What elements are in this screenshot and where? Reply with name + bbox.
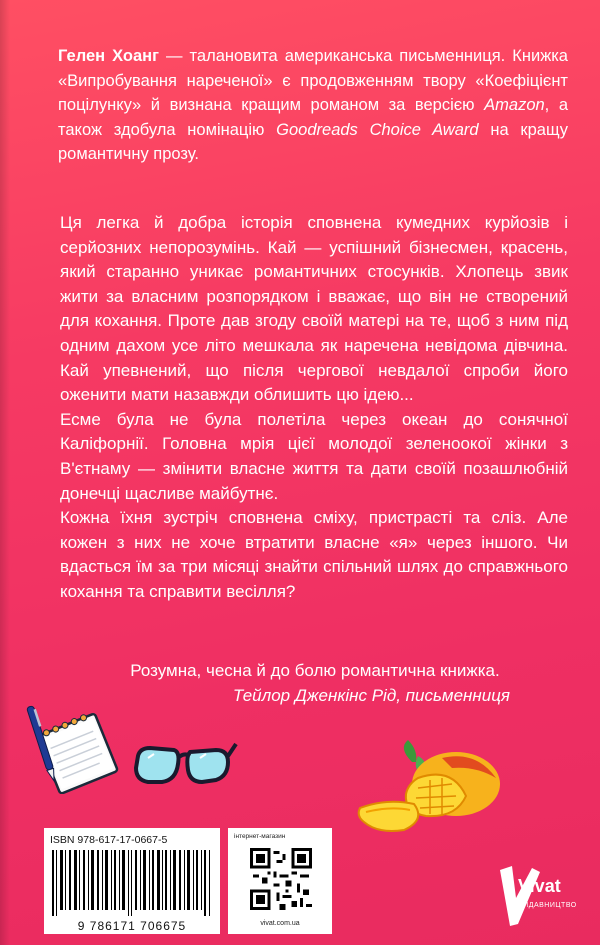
barcode-block xyxy=(44,828,220,934)
notebook-pen-illustration xyxy=(24,702,134,794)
qr-code xyxy=(250,848,312,910)
barcode-bars xyxy=(50,850,214,916)
bio-text-3: на кращу романтичну прозу. xyxy=(58,120,568,163)
qr-block xyxy=(228,828,332,934)
publisher-name: Vivat xyxy=(518,876,561,896)
description-paragraph-2: Есме була не була полетіла через океан до сонячної Каліфорнії. Головна мрія цієї молодої зеленоокої жінки з В'єтнаму — змінити власне життя та дати своїй позашлюбній донечці щасливе майбутнє. xyxy=(60,409,568,503)
quote-author: Тейлор Дженкінс Рід, письменниця xyxy=(232,686,510,705)
publisher-logo xyxy=(496,864,577,934)
vivat-logo-icon xyxy=(496,864,574,934)
bio-text-2: , а також здобула номінацію xyxy=(58,96,568,139)
author-name: Гелен Хоанг xyxy=(58,47,159,65)
quote-text: Розумна, чесна й до болю романтична книжка. xyxy=(130,661,500,680)
bio-award: Goodreads Choice Award xyxy=(276,120,479,139)
isbn-label: ISBN 978-617-17-0667-5 xyxy=(50,834,168,846)
publisher-subtitle: ВИДАВНИЦТВО xyxy=(518,902,577,909)
bio-amazon: Amazon xyxy=(484,96,545,114)
description-paragraph-1: Ця легка й добра історія сповнена кумедних курйозів і серйозних непорозумінь. Кай — успішний бізнесмен, красень, який старанно уникає романтичних стосунків. Хлопець звик жити за власним розпорядком і вважає, що він не створений для кохання. Проте дав згоду своїй матері на те, щоб з ним під одним дахом усе літо мешкала як наречена невідома дівчина. Кай упевнений, що після чергової невдалої спроби його оженити мати назавжди облишить цю ідею... xyxy=(60,213,568,405)
mango-illustration xyxy=(356,738,506,838)
qr-url: vivat.com.ua xyxy=(260,920,300,927)
glasses-illustration xyxy=(128,734,240,800)
author-bio xyxy=(58,44,568,167)
review-quote xyxy=(60,658,570,708)
description-paragraph-3: Кожна їхня зустріч сповнена сміху, пристрасті та сліз. Але кожен з них не хоче втратити власне «я» через іншого. Чи вдасться їм за три місяці знайти спільний шлях до справжнього кохання та справити весілля? xyxy=(60,508,568,601)
spine-shadow xyxy=(0,0,10,945)
qr-caption: інтернет-магазин xyxy=(234,833,286,840)
book-description xyxy=(60,211,568,605)
bio-text-1: — талановита американська письменниця. Книжка «Випробування нареченої» є продовженням твору «Коефіцієнт поцілунку» й визнана кращим романом за версією xyxy=(58,47,568,114)
barcode-number: 9 786171 706675 xyxy=(77,919,187,933)
